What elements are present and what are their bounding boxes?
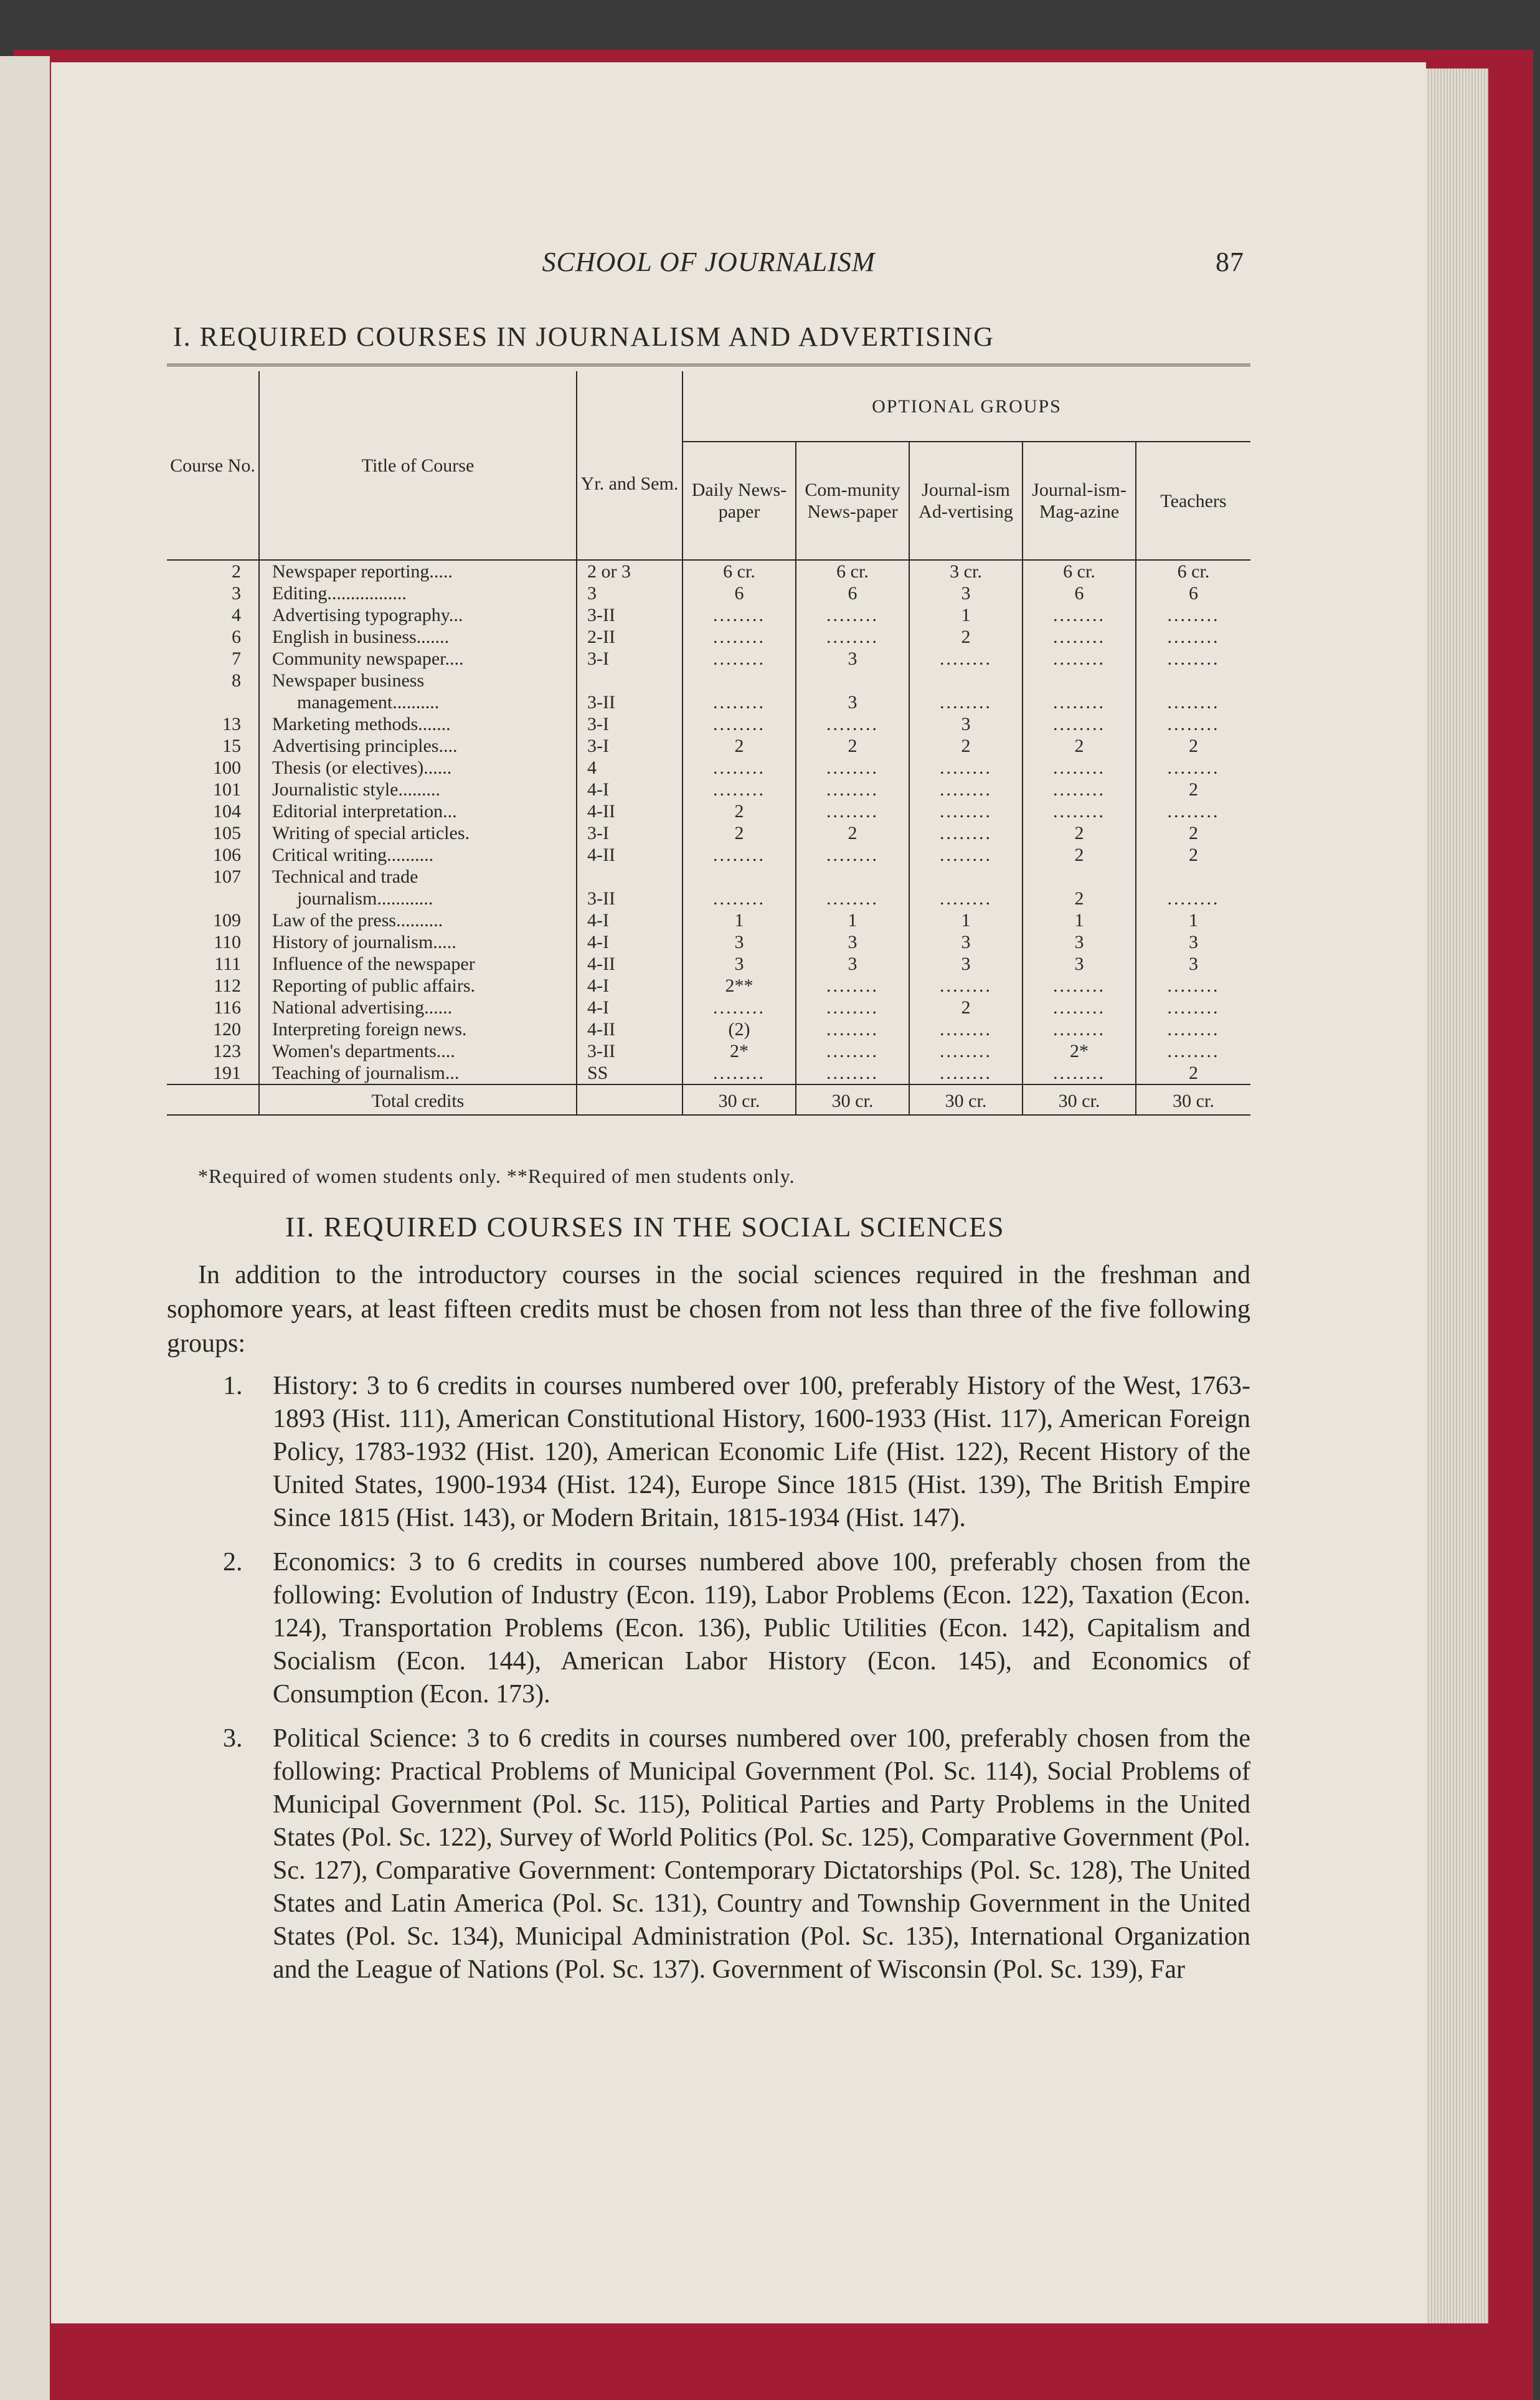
year-semester: 3-I (577, 648, 683, 670)
course-title: Journalistic style......... (259, 779, 577, 800)
group-credit: 2 (796, 822, 909, 844)
intro-paragraph: In addition to the introductory courses in the social sciences required in the freshman and sophomore years, at least fifteen credits must be chosen from not less than three of the five following groups: (167, 1261, 1250, 1358)
course-title: English in business....... (259, 626, 577, 648)
running-head (167, 246, 1250, 290)
group-credit: ........ (1023, 604, 1136, 626)
group-credit: 1 (796, 909, 909, 931)
optional-groups-label: OPTIONAL GROUPS (683, 371, 1250, 442)
group-credit: ........ (1136, 626, 1250, 648)
group-credit: ........ (909, 691, 1023, 713)
group-daily-newspaper: Daily News-paper (683, 442, 796, 560)
table-row (167, 691, 1250, 713)
group-credit: 1 (909, 909, 1023, 931)
list-item-number: 2. (223, 1548, 243, 1577)
group-credit: 1 (909, 604, 1023, 626)
group-credit: 3 (909, 953, 1023, 975)
group-credit: 2 (909, 626, 1023, 648)
year-semester (577, 866, 683, 888)
course-title: Technical and trade (259, 866, 577, 888)
course-title: Influence of the newspaper (259, 953, 577, 975)
group-credit: ........ (683, 844, 796, 866)
group-credit: ........ (1136, 1018, 1250, 1040)
year-semester: 3-II (577, 1040, 683, 1062)
group-credit (796, 670, 909, 691)
year-semester: 4-II (577, 953, 683, 975)
group-credit: 2 (683, 800, 796, 822)
group-credit (683, 670, 796, 691)
group-credit: ........ (909, 888, 1023, 909)
course-title: Interpreting foreign news. (259, 1018, 577, 1040)
group-credit: 2 (1023, 844, 1136, 866)
group-credit: 2 (909, 735, 1023, 757)
group-credit: ........ (796, 1062, 909, 1084)
table-row (167, 953, 1250, 975)
group-credit: 2 (1023, 888, 1136, 909)
course-title: Writing of special articles. (259, 822, 577, 844)
group-credit (683, 866, 796, 888)
course-number: 101 (213, 779, 241, 800)
course-number: 6 (232, 627, 241, 647)
year-semester: 4-I (577, 779, 683, 800)
col-yr-sem: Yr. and Sem. (577, 371, 683, 560)
group-credit: ........ (796, 1018, 909, 1040)
course-title: Advertising principles.... (259, 735, 577, 757)
group-credit: 1 (683, 909, 796, 931)
group-credit: ........ (683, 713, 796, 735)
group-credit: ........ (909, 975, 1023, 997)
table-row (167, 735, 1250, 757)
year-semester (577, 670, 683, 691)
total-value: 30 cr. (796, 1084, 909, 1115)
course-title: National advertising...... (259, 997, 577, 1018)
group-credit: ........ (909, 1040, 1023, 1062)
group-credit: 2 (796, 735, 909, 757)
group-credit: ........ (796, 1040, 909, 1062)
course-number: 116 (214, 997, 241, 1018)
group-credit: 2 (1023, 735, 1136, 757)
course-number (167, 691, 259, 713)
table-row (167, 757, 1250, 779)
course-title: Teaching of journalism... (259, 1062, 577, 1084)
running-title: SCHOOL OF JOURNALISM (542, 247, 876, 277)
list-item (167, 1722, 1250, 1986)
group-credit: 3 (796, 953, 909, 975)
course-number: 100 (213, 757, 241, 778)
group-credit: ........ (1136, 800, 1250, 822)
year-semester: 4-I (577, 975, 683, 997)
group-credit: ........ (796, 997, 909, 1018)
course-title: Law of the press.......... (259, 909, 577, 931)
group-credit: ........ (1023, 626, 1136, 648)
total-value: 30 cr. (683, 1084, 796, 1115)
course-title: management.......... (259, 691, 577, 713)
year-semester: 4 (577, 757, 683, 779)
group-credit: ........ (909, 1018, 1023, 1040)
group-credit: ........ (796, 975, 909, 997)
group-credit: 3 (683, 953, 796, 975)
table-row (167, 1040, 1250, 1062)
col-title: Title of Course (259, 371, 577, 560)
group-credit: ........ (796, 757, 909, 779)
group-credit: ........ (1136, 997, 1250, 1018)
table-row (167, 626, 1250, 648)
group-credit: 2 (683, 822, 796, 844)
group-credit: ........ (1023, 1018, 1136, 1040)
year-semester: 4-I (577, 931, 683, 953)
group-credit: 3 cr. (909, 560, 1023, 582)
table-row (167, 648, 1250, 670)
section1-heading: I. REQUIRED COURSES IN JOURNALISM AND ADVERTISING (173, 321, 994, 352)
group-credit: 2 (1136, 735, 1250, 757)
group-credit: ........ (796, 800, 909, 822)
group-credit: ........ (1023, 779, 1136, 800)
course-rows (167, 560, 1250, 1084)
course-number: 109 (213, 910, 241, 931)
page-number: 87 (1216, 247, 1244, 277)
course-number: 106 (213, 845, 241, 865)
course-number: 2 (232, 561, 241, 582)
list-item (167, 1370, 1250, 1535)
list-item-number: 1. (223, 1372, 243, 1400)
group-credit: ........ (1023, 757, 1136, 779)
course-title: Women's departments.... (259, 1040, 577, 1062)
group-credit (1136, 866, 1250, 888)
total-value: 30 cr. (909, 1084, 1023, 1115)
table-row (167, 779, 1250, 800)
year-semester: 3-II (577, 691, 683, 713)
group-community-newspaper: Com-munity News-paper (796, 442, 909, 560)
year-semester: 3-I (577, 735, 683, 757)
course-number: 7 (232, 648, 241, 669)
group-credit (1136, 670, 1250, 691)
table-row (167, 931, 1250, 953)
group-credit: 6 (1136, 582, 1250, 604)
course-number: 105 (213, 823, 241, 843)
group-credit: 3 (1136, 953, 1250, 975)
course-number: 107 (213, 866, 241, 887)
year-semester: SS (577, 1062, 683, 1084)
courses-table (167, 364, 1250, 1116)
group-credit: ........ (1136, 1040, 1250, 1062)
group-credit: 2 (909, 997, 1023, 1018)
year-semester: 3-I (577, 822, 683, 844)
list-item-number: 3. (223, 1724, 243, 1753)
section2-heading: II. REQUIRED COURSES IN THE SOCIAL SCIENCES (285, 1211, 1005, 1243)
list-item-text: History: 3 to 6 credits in courses numbered over 100, preferably History of the West, 1763-1893 (Hist. 111), American Constitutional History, 1600-1933 (Hist. 117), American Foreign Policy, 1783-1932 (Hist. 120), American Economic Life (Hist. 122), Recent History of the United States, 1900-1934 (Hist. 124), Europe Since 1815 (Hist. 139), The British Empire Since 1815 (Hist. 143), or Modern Britain, 1815-1934 (Hist. 147). (273, 1372, 1250, 1532)
group-credit: 3 (909, 582, 1023, 604)
group-credit: ........ (1023, 691, 1136, 713)
group-credit: 3 (909, 713, 1023, 735)
totals-row (167, 1084, 1250, 1115)
group-credit: 6 cr. (1136, 560, 1250, 582)
course-number: 15 (222, 736, 241, 756)
group-credit: 6 (1023, 582, 1136, 604)
group-credit (909, 866, 1023, 888)
group-credit: ........ (1023, 648, 1136, 670)
group-credit: 3 (1136, 931, 1250, 953)
group-credit (796, 866, 909, 888)
group-credit: ........ (909, 648, 1023, 670)
group-credit: ........ (683, 626, 796, 648)
table-footnote: *Required of women students only. **Required of men students only. (198, 1165, 795, 1187)
group-credit: 2 (1136, 779, 1250, 800)
course-title: Critical writing.......... (259, 844, 577, 866)
course-title: Newspaper reporting..... (259, 560, 577, 582)
group-credit: ........ (683, 691, 796, 713)
list-item-text: Political Science: 3 to 6 credits in courses numbered over 100, preferably chosen from the following: Practical Problems of Municipal Government (Pol. Sc. 114), Social Problems of Municipal Government (Pol. Sc. 115), Political Parties and Party Problems in the United States (Pol. Sc. 122), Survey of World Politics (Pol. Sc. 125), Comparative Government (Pol. Sc. 127), Comparative Government: Contemporary Dictatorships (Pol. Sc. 128), The United States and Latin America (Pol. Sc. 131), Country and Township Government in the United States (Pol. Sc. 134), Municipal Administration (Pol. Sc. 135), International Organization and the League of Nations (Pol. Sc. 137). Government of Wisconsin (Pol. Sc. 139), Far (273, 1724, 1250, 1984)
course-title: Advertising typography... (259, 604, 577, 626)
group-credit: ........ (1023, 1062, 1136, 1084)
group-credit: ........ (1136, 888, 1250, 909)
group-credit: ........ (796, 713, 909, 735)
course-number: 4 (232, 605, 241, 625)
requirements-list (167, 1370, 1250, 1986)
course-title: Thesis (or electives)...... (259, 757, 577, 779)
table-row (167, 800, 1250, 822)
group-credit: 2 (1136, 844, 1250, 866)
group-credit: 6 (796, 582, 909, 604)
group-credit: 1 (1023, 909, 1136, 931)
course-number: 112 (214, 975, 241, 996)
course-title: journalism............ (259, 888, 577, 909)
course-number: 104 (213, 801, 241, 822)
table-row (167, 888, 1250, 909)
group-teachers: Teachers (1136, 442, 1250, 560)
group-credit: 2 (1136, 822, 1250, 844)
course-number: 3 (232, 583, 241, 604)
group-credit: ........ (796, 604, 909, 626)
group-credit: 3 (1023, 931, 1136, 953)
total-value: 30 cr. (1136, 1084, 1250, 1115)
course-number: 110 (214, 932, 241, 952)
group-credit: 3 (796, 691, 909, 713)
page-content (167, 246, 1250, 1998)
course-title: Newspaper business (259, 670, 577, 691)
group-credit: 1 (1136, 909, 1250, 931)
course-title: Reporting of public affairs. (259, 975, 577, 997)
group-credit (1023, 670, 1136, 691)
course-title: History of journalism..... (259, 931, 577, 953)
courses-table-wrap (167, 364, 1250, 1155)
table-row (167, 1062, 1250, 1084)
group-credit: 6 cr. (1023, 560, 1136, 582)
group-credit: 6 (683, 582, 796, 604)
group-credit: ........ (683, 1062, 796, 1084)
group-credit: ........ (683, 604, 796, 626)
course-number: 13 (222, 714, 241, 734)
group-credit: 3 (909, 931, 1023, 953)
facing-page-edge (0, 56, 50, 2400)
course-title: Community newspaper.... (259, 648, 577, 670)
group-credit: 2* (683, 1040, 796, 1062)
group-credit: ........ (1136, 713, 1250, 735)
table-row (167, 582, 1250, 604)
table-row (167, 997, 1250, 1018)
table-row (167, 604, 1250, 626)
group-credit: ........ (1136, 975, 1250, 997)
group-credit: ........ (1023, 713, 1136, 735)
group-credit: ........ (1136, 604, 1250, 626)
group-credit: ........ (909, 1062, 1023, 1084)
group-credit: 2* (1023, 1040, 1136, 1062)
group-credit: 3 (796, 648, 909, 670)
table-row (167, 909, 1250, 931)
group-credit: ........ (1136, 648, 1250, 670)
group-credit: 3 (796, 931, 909, 953)
group-credit: ........ (796, 844, 909, 866)
year-semester: 4-II (577, 1018, 683, 1040)
table-row (167, 975, 1250, 997)
table-row (167, 822, 1250, 844)
table-row (167, 670, 1250, 691)
course-title: Editing................. (259, 582, 577, 604)
course-number: 8 (232, 670, 241, 691)
year-semester: 3-II (577, 888, 683, 909)
group-credit: ........ (909, 822, 1023, 844)
group-credit: 2 (1023, 822, 1136, 844)
group-credit (1023, 866, 1136, 888)
year-semester: 2 or 3 (577, 560, 683, 582)
year-semester: 3-I (577, 713, 683, 735)
year-semester: 4-II (577, 800, 683, 822)
year-semester: 4-I (577, 909, 683, 931)
group-credit: ........ (796, 888, 909, 909)
course-number: 123 (213, 1041, 241, 1061)
group-credit: 6 cr. (683, 560, 796, 582)
group-credit: 6 cr. (796, 560, 909, 582)
group-credit: ........ (683, 757, 796, 779)
course-number (167, 888, 259, 909)
group-credit: ........ (683, 888, 796, 909)
group-credit: ........ (796, 779, 909, 800)
group-journalism-magazine: Journal-ism-Mag-azine (1023, 442, 1136, 560)
group-credit: ........ (909, 844, 1023, 866)
group-credit: ........ (796, 626, 909, 648)
course-number: 191 (213, 1063, 241, 1083)
course-title: Marketing methods....... (259, 713, 577, 735)
group-credit: ........ (909, 800, 1023, 822)
group-credit: ........ (909, 757, 1023, 779)
table-row (167, 844, 1250, 866)
group-credit: 3 (683, 931, 796, 953)
group-credit: ........ (683, 779, 796, 800)
group-credit: ........ (1136, 691, 1250, 713)
table-row (167, 560, 1250, 582)
group-credit: 2 (683, 735, 796, 757)
group-credit: ........ (683, 997, 796, 1018)
group-credit: ........ (683, 648, 796, 670)
course-number: 111 (214, 954, 241, 974)
list-item-text: Economics: 3 to 6 credits in courses numbered above 100, preferably chosen from the following: Evolution of Industry (Econ. 119), Labor Problems (Econ. 122), Taxation (Econ. 124), Transportation Problems (Econ. 136), Public Utilities (Econ. 142), Capitalism and Socialism (Econ. 144), American Labor History (Econ. 145), and Economics of Consumption (Econ. 173). (273, 1548, 1250, 1709)
year-semester: 3-II (577, 604, 683, 626)
year-semester: 4-II (577, 844, 683, 866)
group-journalism-advertising: Journal-ism Ad-vertising (909, 442, 1023, 560)
group-credit: (2) (683, 1018, 796, 1040)
col-course-no: Course No. (167, 371, 259, 560)
group-credit: ........ (1023, 800, 1136, 822)
group-credit: ........ (1136, 757, 1250, 779)
table-row (167, 866, 1250, 888)
group-credit (909, 670, 1023, 691)
group-credit: 2 (1136, 1062, 1250, 1084)
group-credit: ........ (1023, 975, 1136, 997)
total-label: Total credits (259, 1084, 577, 1115)
group-credit: ........ (1023, 997, 1136, 1018)
total-value: 30 cr. (1023, 1084, 1136, 1115)
year-semester: 4-I (577, 997, 683, 1018)
year-semester: 2-II (577, 626, 683, 648)
group-credit: ........ (909, 779, 1023, 800)
group-credit: 3 (1023, 953, 1136, 975)
table-row (167, 1018, 1250, 1040)
list-item (167, 1546, 1250, 1711)
group-credit: 2** (683, 975, 796, 997)
year-semester: 3 (577, 582, 683, 604)
course-title: Editorial interpretation... (259, 800, 577, 822)
book-page (51, 62, 1426, 2323)
table-header-row (167, 371, 1250, 442)
course-number: 120 (213, 1019, 241, 1040)
table-row (167, 713, 1250, 735)
